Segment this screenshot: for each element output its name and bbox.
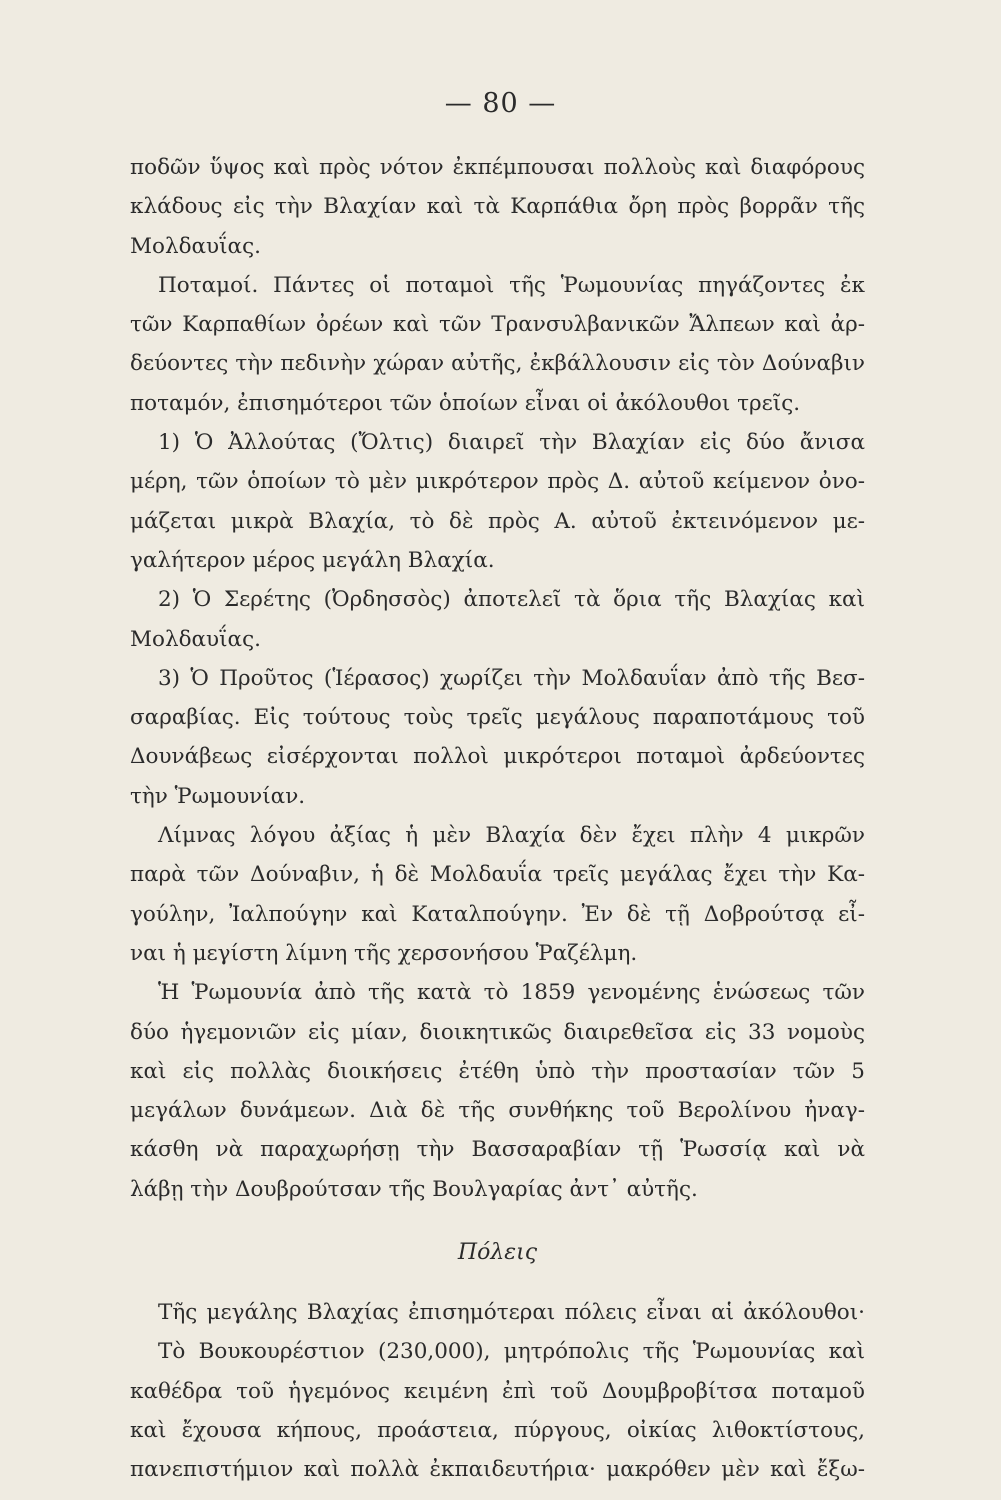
text-line: γαλήτερον μέρος μεγάλη Βλαχία. — [130, 547, 495, 573]
text-line: Ποταμοί. Πάντες οἱ ποταμοὶ τῆς Ῥωμουνίας πηγάζοντες ἐκ — [158, 272, 865, 298]
text-line: σαραβίας. Εἰς τούτους τοὺς τρεῖς μεγάλους παραποτάμους τοῦ — [130, 705, 865, 731]
text-line: πανεπιστήμιον καὶ πολλὰ ἐκπαιδευτήρια· μακρόθεν μὲν καὶ ἔξω- — [130, 1457, 865, 1483]
text-line: κάσθη νὰ παραχωρήσῃ τὴν Βασσαραβίαν τῇ Ῥωσσίᾳ καὶ νὰ — [130, 1137, 865, 1163]
text-line: Λίμνας λόγου ἀξίας ἡ μὲν Βλαχία δὲν ἔχει πλὴν 4 μικρῶν — [158, 823, 865, 849]
text-line: ναι ἡ μεγίστη λίμνη τῆς χερσονήσου Ῥαζέλμη. — [130, 940, 638, 966]
text-line: Δουνάβεως εἰσέρχονται πολλοὶ μικρότεροι ποταμοὶ ἀρδεύοντες — [130, 744, 865, 770]
text-line: Ἡ Ῥωμουνία ἀπὸ τῆς κατὰ τὸ 1859 γενομένης ἑνώσεως τῶν — [158, 980, 865, 1006]
text-line: 3) Ὁ Προῦτος (Ἱέρασος) χωρίζει τὴν Μολδαυΐαν ἀπὸ τῆς Βεσ- — [158, 665, 865, 691]
text-line: Μολδαυΐας. — [130, 626, 261, 652]
text-line: κλάδους εἰς τὴν Βλαχίαν καὶ τὰ Καρπάθια ὄρη πρὸς βορρᾶν τῆς — [130, 194, 865, 220]
text-line: Τὸ Βουκουρέστιον (230,000), μητρόπολις τῆς Ῥωμουνίας καὶ — [158, 1339, 865, 1365]
text-line: μάζεται μικρὰ Βλαχία, τὸ δὲ πρὸς Α. αὐτοῦ ἐκτεινόμενον με- — [130, 508, 865, 534]
section-heading: Πόλεις — [457, 1240, 538, 1266]
text-line: λάβῃ τὴν Δουβρούτσαν τῆς Βουλγαρίας ἀντ᾽ αὐτῆς. — [130, 1176, 698, 1202]
text-line: καὶ εἰς πολλὰς διοικήσεις ἐτέθη ὑπὸ τὴν προστασίαν τῶν 5 — [130, 1058, 865, 1084]
text-line: καθέδρα τοῦ ἡγεμόνος κειμένη ἐπὶ τοῦ Δουμβροβίτσα ποταμοῦ — [130, 1378, 865, 1404]
text-line: τῶν Καρπαθίων ὀρέων καὶ τῶν Τρανσυλβανικῶν Ἄλπεων καὶ ἀρ- — [130, 312, 865, 338]
text-line: Τῆς μεγάλης Βλαχίας ἐπισημότεραι πόλεις εἶναι αἱ ἀκόλουθοι· — [158, 1300, 865, 1326]
text-line: γούλην, Ἰαλπούγην καὶ Καταλπούγην. Ἐν δὲ τῇ Δοβρούτσᾳ εἶ- — [130, 901, 865, 927]
text-line: δεύοντες τὴν πεδινὴν χώραν αὐτῆς, ἐκβάλλουσιν εἰς τὸν Δούναβιν — [130, 351, 865, 377]
text-line: μεγάλων δυνάμεων. Διὰ δὲ τῆς συνθήκης τοῦ Βερολίνου ἠναγ- — [130, 1098, 865, 1124]
text-line: καὶ ἔχουσα κήπους, προάστεια, πύργους, οἰκίας λιθοκτίστους, — [130, 1417, 865, 1443]
text-line: τὴν Ῥωμουνίαν. — [130, 783, 306, 809]
text-line: δύο ἡγεμονιῶν εἰς μίαν, διοικητικῶς διαιρεθεῖσα εἰς 33 νομοὺς — [130, 1019, 865, 1045]
page-number: — 80 — — [444, 88, 557, 119]
text-line: Μολδαυΐας. — [130, 233, 261, 259]
body-text — [130, 148, 865, 1490]
text-line: ποδῶν ὕψος καὶ πρὸς νότον ἐκπέμπουσαι πολλοὺς καὶ διαφόρους — [130, 155, 865, 180]
text-line: 1) Ὁ Ἀλλούτας (Ὄλτις) διαιρεῖ τὴν Βλαχίαν εἰς δύο ἄνισα — [158, 430, 865, 456]
text-line: 2) Ὁ Σερέτης (Ὀρδησσὸς) ἀποτελεῖ τὰ ὅρια τῆς Βλαχίας καὶ — [158, 587, 865, 613]
text-line: ποταμόν, ἐπισημότεροι τῶν ὁποίων εἶναι οἱ ἀκόλουθοι τρεῖς. — [130, 390, 801, 416]
text-line: παρὰ τῶν Δούναβιν, ἡ δὲ Μολδαυΐα τρεῖς μεγάλας ἔχει τὴν Κα- — [130, 862, 865, 888]
text-line: μέρη, τῶν ὁποίων τὸ μὲν μικρότερον πρὸς Δ. αὐτοῦ κείμενον ὀνο- — [130, 469, 865, 495]
